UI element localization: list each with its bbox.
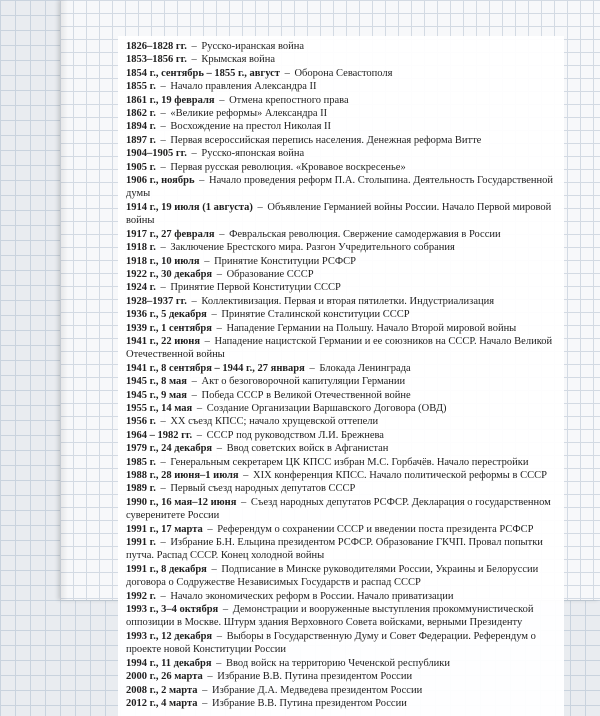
entry-date: 1862 г. bbox=[126, 108, 156, 120]
entry-event: Русско-иранская война bbox=[201, 41, 304, 52]
entry-event: Заключение Брестского мира. Разгон Учредительного собрания bbox=[170, 242, 455, 254]
timeline-entry bbox=[126, 563, 556, 590]
entry-date: 1936 г., 5 декабря bbox=[126, 309, 207, 321]
entry-dash: – bbox=[188, 41, 200, 52]
entry-dash: – bbox=[157, 282, 169, 294]
entry-date: 1989 г. bbox=[126, 483, 156, 495]
entry-date: 1854 г., сентябрь – 1855 г., август bbox=[126, 67, 280, 79]
entry-dash: – bbox=[194, 402, 205, 414]
timeline-entry bbox=[126, 362, 556, 375]
entry-dash: – bbox=[202, 335, 213, 347]
timeline-entry bbox=[126, 308, 556, 321]
entry-date: 2008 г., 2 марта bbox=[126, 684, 198, 696]
timeline-entry bbox=[126, 241, 556, 254]
timeline-entry bbox=[126, 389, 556, 402]
entry-date: 1924 г. bbox=[126, 282, 156, 294]
entry-date: 1905 г. bbox=[126, 161, 156, 173]
entry-dash: – bbox=[157, 416, 169, 428]
entry-event: Избрание В.В. Путина президентом России bbox=[212, 697, 407, 709]
entry-dash: – bbox=[220, 604, 231, 616]
entry-date: 1993 г., 3–4 октября bbox=[126, 604, 219, 616]
timeline-entry bbox=[126, 375, 556, 388]
entry-date: 1945 г., 8 мая bbox=[126, 376, 187, 388]
entry-dash: – bbox=[214, 630, 225, 642]
entry-date: 1991 г., 17 марта bbox=[126, 523, 203, 535]
entry-dash: – bbox=[196, 175, 208, 187]
entry-date: 1979 г., 24 декабря bbox=[126, 443, 213, 455]
entry-date: 1917 г., 27 февраля bbox=[126, 228, 215, 240]
entry-event: Блокада Ленинграда bbox=[319, 362, 411, 374]
timeline-entry bbox=[126, 94, 556, 107]
entry-event: Победа СССР в Великой Отечественной войне bbox=[201, 389, 411, 401]
entry-dash: – bbox=[199, 697, 211, 709]
entry-event: Нападение нацистской Германии и ее союзников на СССР. Начало Великой Отечественной войны bbox=[126, 335, 553, 361]
page-edge-shadow bbox=[60, 0, 68, 600]
timeline-entry bbox=[126, 415, 556, 428]
timeline-entry bbox=[126, 174, 556, 201]
entry-dash: – bbox=[204, 523, 216, 535]
entry-date: 1906 г., ноябрь bbox=[126, 175, 195, 187]
entry-date: 1861 г., 19 февраля bbox=[126, 94, 215, 106]
entry-dash: – bbox=[157, 590, 169, 602]
entry-event: СССР под руководством Л.И. Брежнева bbox=[206, 429, 384, 441]
entry-date: 1914 г., 19 июля (1 августа) bbox=[126, 201, 253, 213]
entry-dash: – bbox=[157, 161, 169, 173]
entry-date: 1826–1828 гг. bbox=[126, 41, 187, 52]
entry-date: 1897 г. bbox=[126, 134, 156, 146]
entry-dash: – bbox=[208, 563, 220, 575]
entry-event: Оборона Севастополя bbox=[294, 67, 393, 79]
timeline-entry bbox=[126, 402, 556, 415]
entry-dash: – bbox=[188, 148, 200, 160]
entry-dash: – bbox=[208, 309, 220, 321]
entry-dash: – bbox=[157, 242, 169, 254]
timeline-entry bbox=[126, 255, 556, 268]
timeline-entry bbox=[126, 268, 556, 281]
timeline-entry bbox=[126, 80, 556, 93]
entry-date: 2012 г., 4 марта bbox=[126, 697, 198, 709]
entry-event: Восхождение на престол Николая II bbox=[170, 121, 332, 133]
entry-date: 1941 г., 22 июня bbox=[126, 335, 201, 347]
entry-event: Объявление Германией войны России. Начало Первой мировой войны bbox=[126, 201, 552, 227]
entry-dash: – bbox=[240, 470, 252, 481]
entry-event: Первый съезд народных депутатов СССР bbox=[170, 483, 356, 495]
entry-event: Демонстрации и вооруженные выступления прокоммунистической оппозиции в Москве. Штурм здания Верховного Совета войсками, верными Президенту bbox=[126, 604, 534, 629]
timeline-entry bbox=[126, 536, 556, 563]
timeline-entry bbox=[126, 107, 556, 120]
timeline-entry bbox=[126, 670, 556, 683]
timeline-entry bbox=[126, 684, 556, 697]
entry-dash: – bbox=[254, 201, 266, 213]
entry-date: 1991 г., 8 декабря bbox=[126, 563, 207, 575]
entry-date: 1918 г. bbox=[126, 242, 156, 254]
entry-date: 1941 г., 8 сентября – 1944 г., 27 января bbox=[126, 362, 305, 374]
timeline-entry bbox=[126, 134, 556, 147]
timeline-entry bbox=[126, 147, 556, 160]
entry-event: Съезд народных депутатов РСФСР. Декларация о государственном суверенитете России bbox=[126, 496, 551, 522]
entry-event: Ввод войск на территорию Чеченской республики bbox=[226, 657, 451, 669]
entry-date: 1956 г. bbox=[126, 416, 156, 428]
timeline-entry bbox=[126, 630, 556, 657]
entry-event: Избрание Б.Н. Ельцина президентом РСФСР. Образование ГКЧП. Провал попытки путча. Распад СССР. Конец холодной войны bbox=[126, 537, 543, 562]
entry-date: 1964 – 1982 гг. bbox=[126, 429, 193, 441]
entry-event: XX съезд КПСС; начало хрущевской оттепели bbox=[170, 416, 379, 428]
timeline-entry bbox=[126, 590, 556, 603]
entry-event: Избрание Д.А. Медведева президентом России bbox=[212, 684, 423, 696]
entry-dash: – bbox=[188, 376, 200, 388]
entry-dash: – bbox=[157, 456, 169, 468]
timeline-entry bbox=[126, 120, 556, 133]
timeline-entry bbox=[126, 161, 556, 174]
entry-date: 1939 г., 1 сентября bbox=[126, 322, 212, 334]
entry-dash: – bbox=[157, 483, 169, 495]
entry-date: 1994 г., 11 декабря bbox=[126, 657, 212, 669]
entry-dash: – bbox=[213, 322, 225, 334]
timeline-entry bbox=[126, 228, 556, 241]
entry-event: Начало проведения реформ П.А. Столыпина. Деятельность Государственной думы bbox=[126, 175, 553, 200]
timeline-entry bbox=[126, 496, 556, 523]
entry-event: XIX конференция КПСС. Начало политической реформы в СССР bbox=[253, 470, 547, 481]
timeline-entry bbox=[126, 442, 556, 455]
entry-event: Коллективизация. Первая и вторая пятилетки. Индустриализация bbox=[201, 295, 495, 307]
timeline-entry bbox=[126, 322, 556, 335]
timeline-entry bbox=[126, 697, 556, 710]
entry-event: Подписание в Минске руководителями России, Украины и Белоруссии договора о Содружестве Независимых Государств и распад СССР bbox=[126, 563, 539, 589]
entry-dash: – bbox=[214, 443, 225, 455]
entry-date: 1855 г. bbox=[126, 81, 156, 93]
entry-dash: – bbox=[216, 94, 228, 106]
timeline-entry bbox=[126, 482, 556, 495]
entry-date: 1918 г., 10 июля bbox=[126, 255, 200, 267]
entry-dash: – bbox=[157, 121, 169, 133]
timeline-entry bbox=[126, 40, 556, 53]
timeline-entry bbox=[126, 657, 556, 670]
entry-event: Первая всероссийская перепись населения. Денежная реформа Витте bbox=[170, 134, 482, 146]
entry-date: 1990 г., 16 мая–12 июня bbox=[126, 496, 237, 508]
entry-dash: – bbox=[188, 389, 200, 401]
entry-event: Нападение Германии на Польшу. Начало Второй мировой войны bbox=[226, 322, 517, 334]
entry-event: Выборы в Государственную Думу и Совет Федерации. Референдум о проекте новой Конституции России bbox=[126, 630, 536, 656]
timeline-entry bbox=[126, 201, 556, 228]
timeline-entry bbox=[126, 456, 556, 469]
entry-event: Принятие Конституции РСФСР bbox=[214, 255, 356, 267]
entry-dash: – bbox=[281, 67, 293, 79]
entry-dash: – bbox=[157, 81, 169, 93]
timeline-list bbox=[118, 36, 564, 716]
entry-dash: – bbox=[199, 684, 211, 696]
entry-event: Начало правления Александра II bbox=[170, 81, 317, 93]
entry-event: Русско-японская война bbox=[201, 148, 305, 160]
entry-date: 1894 г. bbox=[126, 121, 156, 133]
timeline-entry bbox=[126, 335, 556, 362]
entry-event: Первая русская революция. «Кровавое воскресенье» bbox=[170, 161, 406, 173]
entry-dash: – bbox=[157, 108, 169, 120]
entry-date: 1853–1856 гг. bbox=[126, 54, 187, 66]
entry-dash: – bbox=[214, 268, 225, 280]
entry-event: Крымская война bbox=[201, 54, 276, 66]
entry-dash: – bbox=[216, 228, 228, 240]
timeline-entry bbox=[126, 523, 556, 536]
entry-date: 1992 г. bbox=[126, 590, 156, 602]
entry-date: 1991 г. bbox=[126, 537, 156, 549]
entry-dash: – bbox=[157, 134, 169, 146]
entry-event: Февральская революция. Свержение самодержавия в России bbox=[229, 228, 501, 240]
entry-dash: – bbox=[188, 295, 200, 307]
entry-dash: – bbox=[213, 657, 225, 669]
entry-date: 1955 г., 14 мая bbox=[126, 402, 193, 414]
entry-event: Отмена крепостного права bbox=[229, 94, 349, 106]
entry-date: 2000 г., 26 марта bbox=[126, 671, 203, 683]
entry-event: Создание Организации Варшавского Договора (ОВД) bbox=[206, 402, 447, 414]
timeline-entry bbox=[126, 53, 556, 66]
entry-dash: – bbox=[201, 255, 213, 267]
entry-date: 1988 г., 28 июня–1 июля bbox=[126, 470, 239, 481]
entry-date: 1928–1937 гг. bbox=[126, 295, 187, 307]
entry-event: «Великие реформы» Александра II bbox=[170, 108, 328, 120]
entry-event: Образование СССР bbox=[226, 268, 314, 280]
entry-dash: – bbox=[238, 496, 249, 508]
entry-dash: – bbox=[306, 362, 318, 374]
timeline-entry bbox=[126, 281, 556, 294]
timeline-entry bbox=[126, 603, 556, 630]
entry-dash: – bbox=[157, 537, 169, 549]
entry-event: Референдум о сохранении СССР и введении поста президента РСФСР bbox=[217, 523, 534, 535]
entry-date: 1904–1905 гг. bbox=[126, 148, 187, 160]
entry-event: Генеральным секретарем ЦК КПСС избран М.С. Горбачёв. Начало перестройки bbox=[170, 456, 529, 468]
entry-event: Начало экономических реформ в России. Начало приватизации bbox=[170, 590, 454, 602]
entry-event: Избрание В.В. Путина президентом России bbox=[217, 671, 413, 683]
timeline-entry bbox=[126, 295, 556, 308]
entry-dash: – bbox=[194, 429, 205, 441]
entry-event: Принятие Первой Конституции СССР bbox=[170, 282, 341, 294]
entry-dash: – bbox=[204, 671, 216, 683]
entry-date: 1922 г., 30 декабря bbox=[126, 268, 213, 280]
timeline-entry bbox=[126, 469, 556, 482]
entry-date: 1993 г., 12 декабря bbox=[126, 630, 213, 642]
entry-event: Акт о безоговорочной капитуляции Германии bbox=[201, 376, 406, 388]
entry-event: Ввод советских войск в Афганистан bbox=[226, 443, 389, 455]
entry-date: 1985 г. bbox=[126, 456, 156, 468]
timeline-entry bbox=[126, 67, 556, 80]
entry-event: Принятие Сталинской конституции СССР bbox=[221, 309, 410, 321]
entry-dash: – bbox=[188, 54, 200, 66]
entry-date: 1945 г., 9 мая bbox=[126, 389, 187, 401]
timeline-entry bbox=[126, 429, 556, 442]
